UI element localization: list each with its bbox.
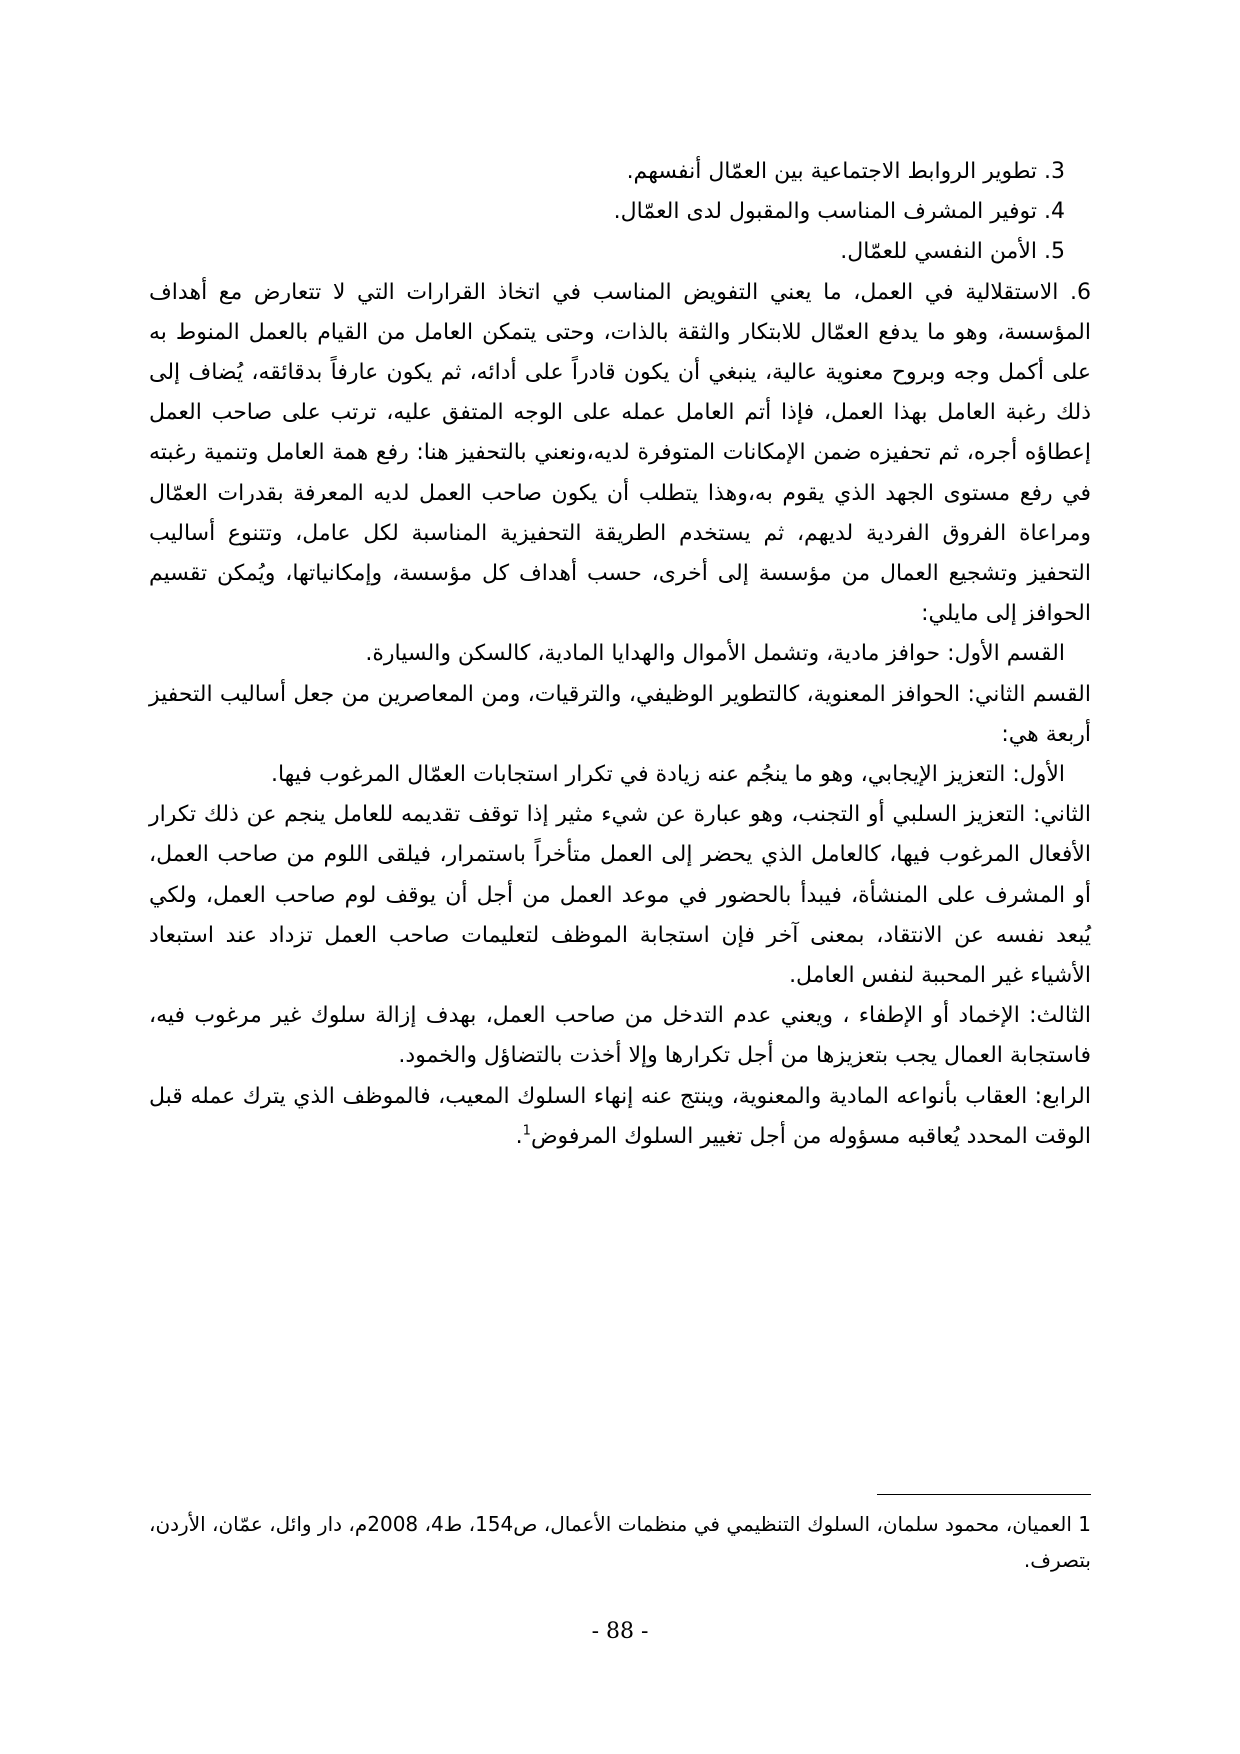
footnote-reference[interactable]: 1 [522, 1123, 531, 1139]
punishment-text: الرابع: العقاب بأنواعه المادية والمعنوية، وينتج عنه إنهاء السلوك المعيب، فالموظف الذي يترك عمله قبل الوقت المحدد يُعاقبه مسؤوله من أجل تغيير السلوك المرفوض [149, 1083, 1091, 1149]
list-item-3: 3. تطوير الروابط الاجتماعية بين العمّال أنفسهم. [626, 159, 1065, 184]
main-text [149, 152, 1091, 1157]
footnote-separator [877, 1494, 1091, 1495]
moral-incentives-paragraph: القسم الثاني: الحوافز المعنوية، كالتطوير الوظيفي، والترقيات، ومن المعاصرين من جعل أساليب التحفيز أربعة هي: [149, 681, 1091, 747]
footnote: 1 العميان، محمود سلمان، السلوك التنظيمي في منظمات الأعمال، ص154، ط4، 2008م، دار وائل، عمّان، الأردن، بتصرف. [149, 1512, 1091, 1572]
material-incentives-paragraph: القسم الأول: حوافز مادية، وتشمل الأموال والهدايا المادية، كالسكن والسيارة. [365, 641, 1065, 667]
list-item-5: 5. الأمن النفسي للعمّال. [840, 239, 1065, 265]
negative-reinforcement-paragraph: الثاني: التعزيز السلبي أو التجنب، وهو عبارة عن شيء مثير إذا توقف تقديمه للعامل ينجم عن ذلك تكرار الأفعال المرغوب فيها، كالعامل الذي يحضر إلى العمل متأخراً باستمرار، فيلقى اللوم من صاحب العمل، أو المشرف على المنشأة، فيبدأ بالحضور في موعد العمل من أجل أن يوقف لوم صاحب العمل، ولكي يُبعد نفسه عن الانتقاد، بمعنى آخر فإن استجابة الموظف لتعليمات صاحب العمل تزداد عند استبعاد الأشياء غير المحببة لنفس العامل. [149, 802, 1091, 989]
list-item-6-paragraph: 6. الاستقلالية في العمل، ما يعني التفويض المناسب في اتخاذ القرارات التي لا تتعارض مع أهداف المؤسسة، وهو ما يدفع العمّال للابتكار والثقة بالذات، وحتى يتمكن العامل من القيام بالعمل المنوط به على أكمل وجه وبروح معنوية عالية، ينبغي أن يكون قادراً على أدائه، ثم يكون عارفاً بدقائقه، يُضاف إلى ذلك رغبة العامل بهذا العمل، فإذا أتم العامل عمله على الوجه المتفق عليه، ترتب على صاحب العمل إعطاؤه أجره، ثم تحفيزه ضمن الإمكانات المتوفرة لديه،ونعني بالتحفيز هنا: رفع همة العامل وتنمية رغبته في رفع مستوى الجهد الذي يقوم به،وهذا يتطلب أن يكون صاحب العمل لديه المعرفة بقدرات العمّال ومراعاة الفروق الفردية لديهم، ثم يستخدم الطريقة التحفيزية المناسبة لكل عامل، وتتنوع أساليب التحفيز وتشجيع العمال من مؤسسة إلى أخرى، حسب أهداف كل مؤسسة، وإمكانياتها، ويُمكن تقسيم الحوافز إلى مايلي: [149, 279, 1091, 627]
positive-reinforcement-paragraph: الأول: التعزيز الإيجابي، وهو ما ينجُم عنه زيادة في تكرار استجابات العمّال المرغوب فيها. [270, 762, 1065, 788]
list-item-4: 4. توفير المشرف المناسب والمقبول لدى العمّال. [613, 199, 1065, 225]
punishment-end: . [515, 1123, 523, 1149]
punishment-paragraph [149, 1077, 1091, 1157]
page-number: - 88 - [591, 1619, 649, 1644]
extinction-paragraph: الثالث: الإخماد أو الإطفاء ، ويعني عدم التدخل من صاحب العمل، بهدف إزالة سلوك غير مرغوب فيه، فاستجابة العمال يجب بتعزيزها من أجل تكرارها وإلا أخذت بالتضاؤل والخمود. [149, 1003, 1091, 1069]
